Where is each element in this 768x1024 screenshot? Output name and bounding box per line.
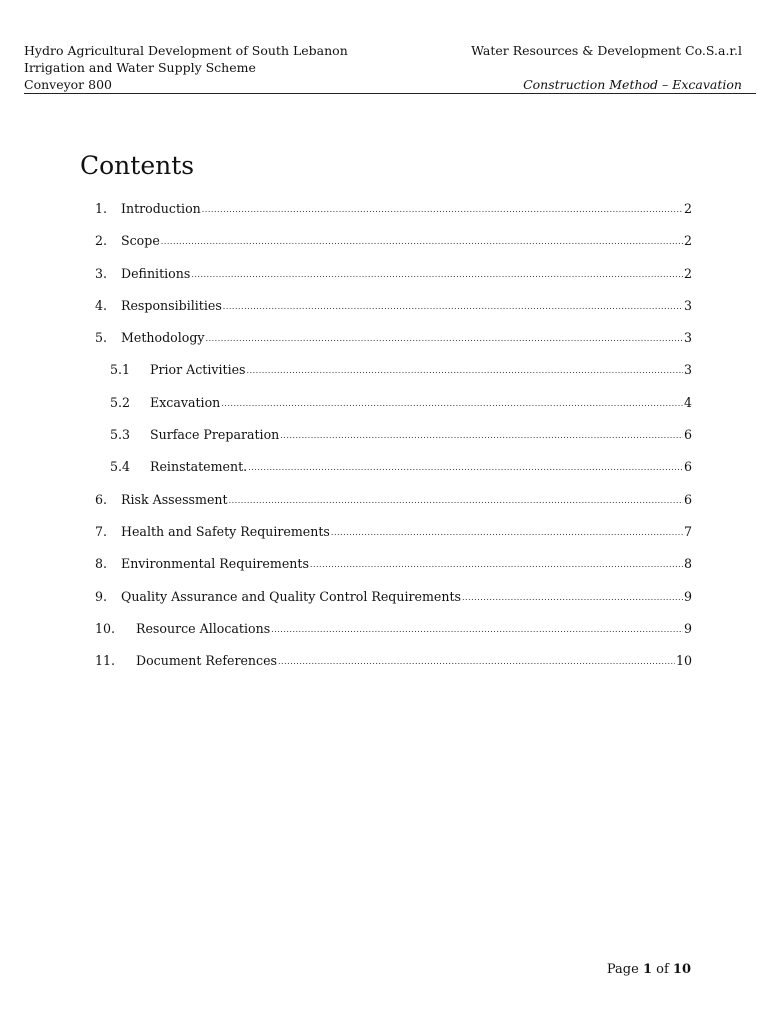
toc-entry-page: 4 <box>683 394 692 410</box>
toc-entry-risk-assessment[interactable] <box>95 492 692 524</box>
total-pages: 10 <box>672 962 691 977</box>
toc-entry-page: 2 <box>683 201 692 216</box>
toc-entry-introduction[interactable] <box>95 201 692 233</box>
page-number <box>607 962 691 977</box>
dot-leader <box>229 496 683 505</box>
header-left <box>24 42 348 93</box>
toc-entry-health-safety[interactable] <box>95 524 692 556</box>
dot-leader <box>331 528 683 537</box>
toc-entry-label[interactable]: Document References <box>136 653 278 669</box>
toc-entry-responsibilities[interactable] <box>95 298 692 330</box>
toc-entry-page: 9 <box>683 588 692 604</box>
toc-entry-page: 2 <box>683 265 692 281</box>
toc-entry-label[interactable]: Health and Safety Requirements <box>121 523 330 539</box>
dot-leader <box>310 560 683 569</box>
company-name: Water Resources & Development Co.S.a.r.l <box>471 43 742 58</box>
toc-entry-page: 9 <box>683 620 692 636</box>
toc-entry-surface-preparation[interactable] <box>95 427 692 459</box>
toc-entry-page: 6 <box>683 491 692 507</box>
toc-entry-page: 10 <box>675 653 692 669</box>
toc-entry-label[interactable]: Resource Allocations <box>136 620 271 636</box>
toc-entry-number: 1. <box>95 201 108 216</box>
project-title: Hydro Agricultural Development of South Lebanon <box>24 43 348 58</box>
dot-leader <box>280 431 683 440</box>
toc-entry-number: 6. <box>95 491 108 507</box>
toc-entry-label[interactable]: Definitions <box>121 265 191 281</box>
dot-leader <box>271 625 683 634</box>
dot-leader <box>191 270 683 279</box>
toc-entry-page: 6 <box>683 459 692 475</box>
toc-entry-scope[interactable] <box>95 233 692 265</box>
toc-entry-label[interactable]: Introduction <box>121 201 201 216</box>
toc-entry-number: 5. <box>95 330 108 346</box>
dot-leader <box>248 463 683 472</box>
header-right <box>471 42 742 93</box>
toc-entry-page: 3 <box>683 297 692 313</box>
toc-entry-definitions[interactable] <box>95 266 692 298</box>
header-divider <box>24 93 756 94</box>
toc-entry-page: 3 <box>683 362 692 378</box>
toc-heading: Contents <box>80 151 195 180</box>
toc-entry-label[interactable]: Excavation <box>150 394 221 410</box>
toc-entry-number: 5.4 <box>110 459 131 475</box>
dot-leader <box>161 237 683 246</box>
toc-entry-number: 4. <box>95 297 108 313</box>
page-prefix: Page <box>606 962 643 977</box>
toc-entry-page: 2 <box>683 233 692 249</box>
toc-entry-excavation[interactable] <box>95 395 692 427</box>
toc-entry-page: 7 <box>683 523 692 539</box>
toc-entry-label[interactable]: Quality Assurance and Quality Control Requirements <box>121 588 461 604</box>
toc-entry-number: 5.3 <box>110 427 131 443</box>
dot-leader <box>202 205 683 214</box>
toc-entry-page: 6 <box>683 427 692 443</box>
toc-entry-reinstatement[interactable] <box>95 459 692 491</box>
toc-entry-environmental[interactable] <box>95 556 692 588</box>
toc-entry-number: 9. <box>95 588 108 604</box>
toc-entry-page: 3 <box>683 330 692 346</box>
dot-leader <box>462 593 683 602</box>
current-page: 1 <box>642 962 652 977</box>
scheme-title: Irrigation and Water Supply Scheme <box>24 60 256 75</box>
toc-entry-label[interactable]: Reinstatement. <box>150 459 248 475</box>
toc-entry-label[interactable]: Responsibilities <box>121 297 222 313</box>
toc-entry-qa-qc[interactable] <box>95 589 692 621</box>
toc-entry-page: 8 <box>683 556 692 572</box>
toc-entry-document-references[interactable] <box>95 653 692 685</box>
document-subtitle: Construction Method – Excavation <box>523 77 742 92</box>
toc-entry-number: 11. <box>95 653 116 669</box>
table-of-contents <box>95 201 692 685</box>
toc-entry-number: 7. <box>95 523 108 539</box>
dot-leader <box>221 399 683 408</box>
toc-entry-number: 2. <box>95 233 108 249</box>
toc-entry-label[interactable]: Prior Activities <box>150 362 246 378</box>
toc-entry-label[interactable]: Methodology <box>121 330 205 346</box>
toc-entry-methodology[interactable] <box>95 330 692 362</box>
toc-entry-label[interactable]: Scope <box>121 233 160 249</box>
toc-entry-number: 5.2 <box>110 394 131 410</box>
toc-entry-number: 5.1 <box>110 362 131 378</box>
toc-entry-prior-activities[interactable] <box>95 362 692 394</box>
toc-entry-number: 10. <box>95 620 116 636</box>
toc-entry-resource-allocations[interactable] <box>95 621 692 653</box>
toc-entry-label[interactable]: Environmental Requirements <box>121 556 309 572</box>
conveyor-title: Conveyor 800 <box>24 77 112 92</box>
dot-leader <box>247 366 683 375</box>
toc-entry-number: 8. <box>95 556 108 572</box>
toc-entry-label[interactable]: Risk Assessment <box>121 491 228 507</box>
dot-leader <box>206 334 683 343</box>
toc-entry-number: 3. <box>95 265 108 281</box>
page-of: of <box>652 962 673 977</box>
dot-leader <box>278 657 675 666</box>
toc-entry-label[interactable]: Surface Preparation <box>150 427 280 443</box>
dot-leader <box>223 302 683 311</box>
